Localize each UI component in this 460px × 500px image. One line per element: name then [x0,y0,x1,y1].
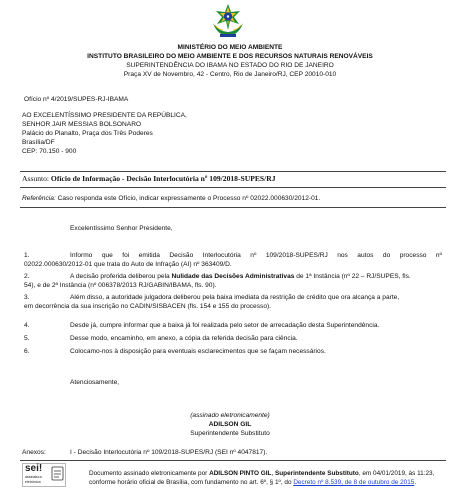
annex-text: I - Decisão Interlocutória nº 109/2018-SUPES/RJ (SEI nº 4047817). [70,449,268,456]
sei-signature-text [89,470,444,487]
paragraph-6: Colocamo-nos à disposição para eventuais esclarecimentos que se façam necessários. [70,348,326,355]
recipient-line: AO EXCELENTÍSSIMO PRESIDENTE DA REPÚBLICA, [22,112,187,119]
ministry-title: MINISTÉRIO DO MEIO AMBIENTE [177,44,283,51]
item-number: 3. [24,294,30,301]
sei-logo-text: sei! [25,463,43,474]
divider [20,171,446,172]
sei-logo-sub: eletrônica [25,479,41,484]
paragraph-bold-text: Nulidade das Decisões Administrativas [171,273,295,280]
paragraph-4: Desde já, cumpre informar que a baixa já foi realizada pelo setor de arrecadação desta Superintendência. [70,322,380,329]
signer-role: Superintendente Substituto [190,430,270,437]
item-number: 2. [24,273,30,280]
recipient-line: SENHOR JAIR MESSIAS BOLSONARO [22,121,142,128]
recipient-line: Palácio do Planalto, Praça dos Três Poderes [22,130,153,137]
paragraph-3: Além disso, a autoridade julgadora deliberou pela baixa imediata da restrição de crédito que ora alcança a parte, [70,294,400,301]
recipient-line: CEP: 70.150 - 900 [22,148,77,155]
sei-line-1 [89,470,444,479]
item-number: 4. [24,322,30,329]
header-address: Praça XV de Novembro, 42 - Centro, Rio de Janeiro/RJ, CEP 20010-010 [123,71,337,78]
paragraph-5: Desse modo, encaminho, em anexo, a cópia da referida decisão para ciência. [70,335,298,342]
item-number: 1. [24,252,30,259]
paragraph-1 [70,251,442,260]
sei-text: . [414,478,417,486]
superintendency-title: SUPERINTENDÊNCIA DO IBAMA NO ESTADO DO RIO DE JANEIRO [126,62,334,69]
sei-text: , em 04/01/2019, às 11:23, [358,470,435,477]
sei-text: , [271,470,276,477]
item-number: 6. [24,348,30,355]
divider [20,460,446,461]
subject-line [22,174,276,184]
paragraph-text: A decisão proferida deliberou pela [70,273,172,280]
sei-line-2 [89,479,444,488]
reference-label: Referência: [22,195,56,202]
institute-title: INSTITUTO BRASILEIRO DO MEIO AMBIENTE E DOS RECURSOS NATURAIS RENOVÁVEIS [87,53,373,60]
annex-label: Anexos: [22,449,46,456]
sei-signer-name: ADILSON PINTO GIL [209,470,272,477]
paragraph-text: de 1ª Instância (nº 22 – RJ/SUPES, fls. [294,273,411,280]
sei-text: conforme horário oficial de Brasília, com fundamento no art. 6º, § 1º, do [89,478,294,486]
salutation: Excelentíssimo Senhor Presidente, [70,225,173,232]
sei-logo-sub: assinatura [25,475,42,479]
subject-text: Ofício de Informação - Decisão Interlocutória nº 109/2018-SUPES/RJ [50,174,276,183]
signature-note: (assinado eletronicamente) [190,412,270,419]
divider [20,187,446,188]
paragraph-line: Informo que foi emitida Decisão Interlocutória nº 109/2018-SUPES/RJ nos autos do processo nº [70,252,442,259]
paragraph-line: 02022.000630/2012-01 que trata do Auto de Infração (AI) nº 363409/D. [24,261,232,268]
paragraph-line: 54), e de 2ª Instância (nº 006378/2013 RJ/GABIN/IBAMA, fls. 90). [24,282,217,289]
sei-text: Documento assinado eletronicamente por [89,470,210,477]
reference-line [22,194,320,203]
item-number: 5. [24,335,30,342]
signer-name: ADILSON GIL [208,421,252,428]
closing: Atenciosamente, [70,379,120,386]
decree-link[interactable]: Decreto nº 8.539, de 8 de outubro de 2015 [293,478,415,486]
reference-text: Caso responda este Ofício, indicar expressamente o Processo nº 02022.000630/2012-01. [57,195,321,202]
sei-signature-seal [22,463,66,487]
divider [20,207,446,208]
brazil-coat-of-arms-icon [207,3,249,39]
paragraph-line: em decorrência da sua inscrição no CADIN/SISBACEN (fls. 154 e 155 do processo). [24,303,272,310]
recipient-line: Brasília/DF [22,139,55,146]
letter-number: Ofício nº 4/2019/SUPES-RJ-IBAMA [24,96,129,103]
subject-label: Assunto: [22,174,50,183]
sei-signer-role: Superintendente Substituto [275,470,359,477]
paragraph-2 [70,272,411,281]
